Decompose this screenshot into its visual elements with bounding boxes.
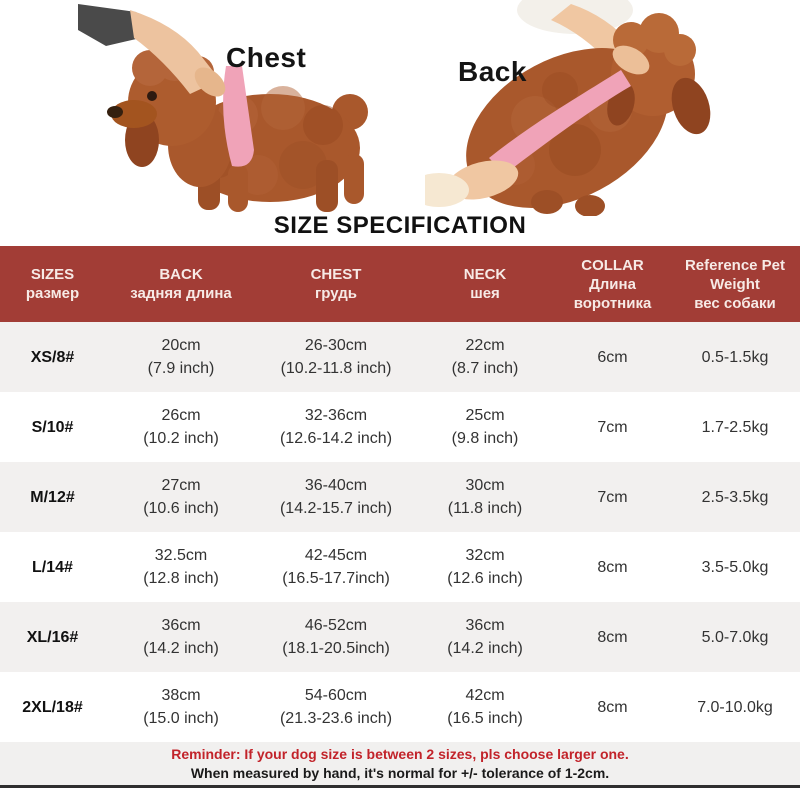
weight-cell: 0.5-1.5kg — [701, 348, 769, 366]
reminder-line: Reminder: If your dog size is between 2 sizes, pls choose larger one. — [171, 746, 629, 762]
collar-cell: 6cm — [597, 348, 628, 366]
neck-cell: 22cm (8.7 inch) — [451, 337, 519, 377]
weight-cell: 5.0-7.0kg — [701, 628, 769, 646]
size-cell: XS/8# — [30, 348, 75, 366]
back-label: Back — [458, 56, 527, 87]
tolerance-line: When measured by hand, it's normal for +/- tolerance of 1-2cm. — [190, 765, 610, 781]
measurement-photos — [0, 0, 800, 216]
chest-cell: 26-30cm (10.2-11.8 inch) — [280, 337, 392, 377]
table-row — [0, 532, 800, 602]
back-cell: 36cm (14.2 inch) — [143, 617, 219, 657]
size-cell: M/12# — [30, 488, 75, 506]
chest-cell: 42-45cm (16.5-17.7inch) — [282, 547, 390, 587]
size-cell: 2XL/18# — [22, 698, 83, 716]
table-row — [0, 322, 800, 392]
size-cell: XL/16# — [26, 628, 79, 646]
chest-label: Chest — [226, 42, 307, 73]
size-cell: S/10# — [31, 418, 74, 436]
collar-cell: 8cm — [597, 558, 628, 576]
header-cell-weight: Reference Pet Weight вес собаки — [684, 256, 786, 312]
collar-cell: 7cm — [597, 418, 628, 436]
size-cell: L/14# — [32, 558, 73, 576]
weight-cell: 3.5-5.0kg — [701, 558, 769, 576]
table-row — [0, 392, 800, 462]
neck-cell: 25cm (9.8 inch) — [451, 407, 519, 447]
weight-cell: 7.0-10.0kg — [697, 698, 773, 716]
chest-cell: 32-36cm (12.6-14.2 inch) — [279, 407, 393, 447]
collar-cell: 8cm — [597, 628, 628, 646]
header-cell-collar: COLLAR Длина воротника — [573, 256, 652, 312]
chest-dog-photo — [78, 0, 408, 216]
header-cell-neck: NECK шея — [463, 266, 507, 302]
weight-cell: 1.7-2.5kg — [701, 418, 769, 436]
chest-cell: 54-60cm (21.3-23.6 inch) — [279, 687, 393, 727]
header-cell-chest: CHEST грудь — [310, 266, 362, 302]
back-cell: 20cm (7.9 inch) — [147, 337, 215, 377]
neck-cell: 30cm (11.8 inch) — [447, 477, 523, 517]
chest-cell: 36-40cm (14.2-15.7 inch) — [279, 477, 393, 517]
back-cell: 38cm (15.0 inch) — [143, 687, 219, 727]
table-row — [0, 462, 800, 532]
back-cell: 26cm (10.2 inch) — [143, 407, 219, 447]
table-row — [0, 602, 800, 672]
page-title: SIZE SPECIFICATION — [273, 212, 527, 239]
table-row — [0, 672, 800, 742]
collar-cell: 8cm — [597, 698, 628, 716]
weight-cell: 2.5-3.5kg — [701, 488, 769, 506]
back-cell: 32.5cm (12.8 inch) — [143, 547, 219, 587]
chest-cell: 46-52cm (18.1-20.5inch) — [282, 617, 390, 657]
header-cell-sizes: SIZES размер — [25, 266, 80, 302]
size-table — [0, 246, 800, 742]
neck-cell: 36cm (14.2 inch) — [447, 617, 523, 657]
neck-cell: 42cm (16.5 inch) — [447, 687, 523, 727]
reminder-footer — [0, 742, 800, 788]
neck-cell: 32cm (12.6 inch) — [447, 547, 523, 587]
collar-cell: 7cm — [597, 488, 628, 506]
back-dog-photo — [425, 0, 735, 216]
header-cell-back: BACK задняя длина — [130, 266, 232, 302]
back-cell: 27cm (10.6 inch) — [143, 477, 219, 517]
table-header-row — [0, 246, 800, 322]
